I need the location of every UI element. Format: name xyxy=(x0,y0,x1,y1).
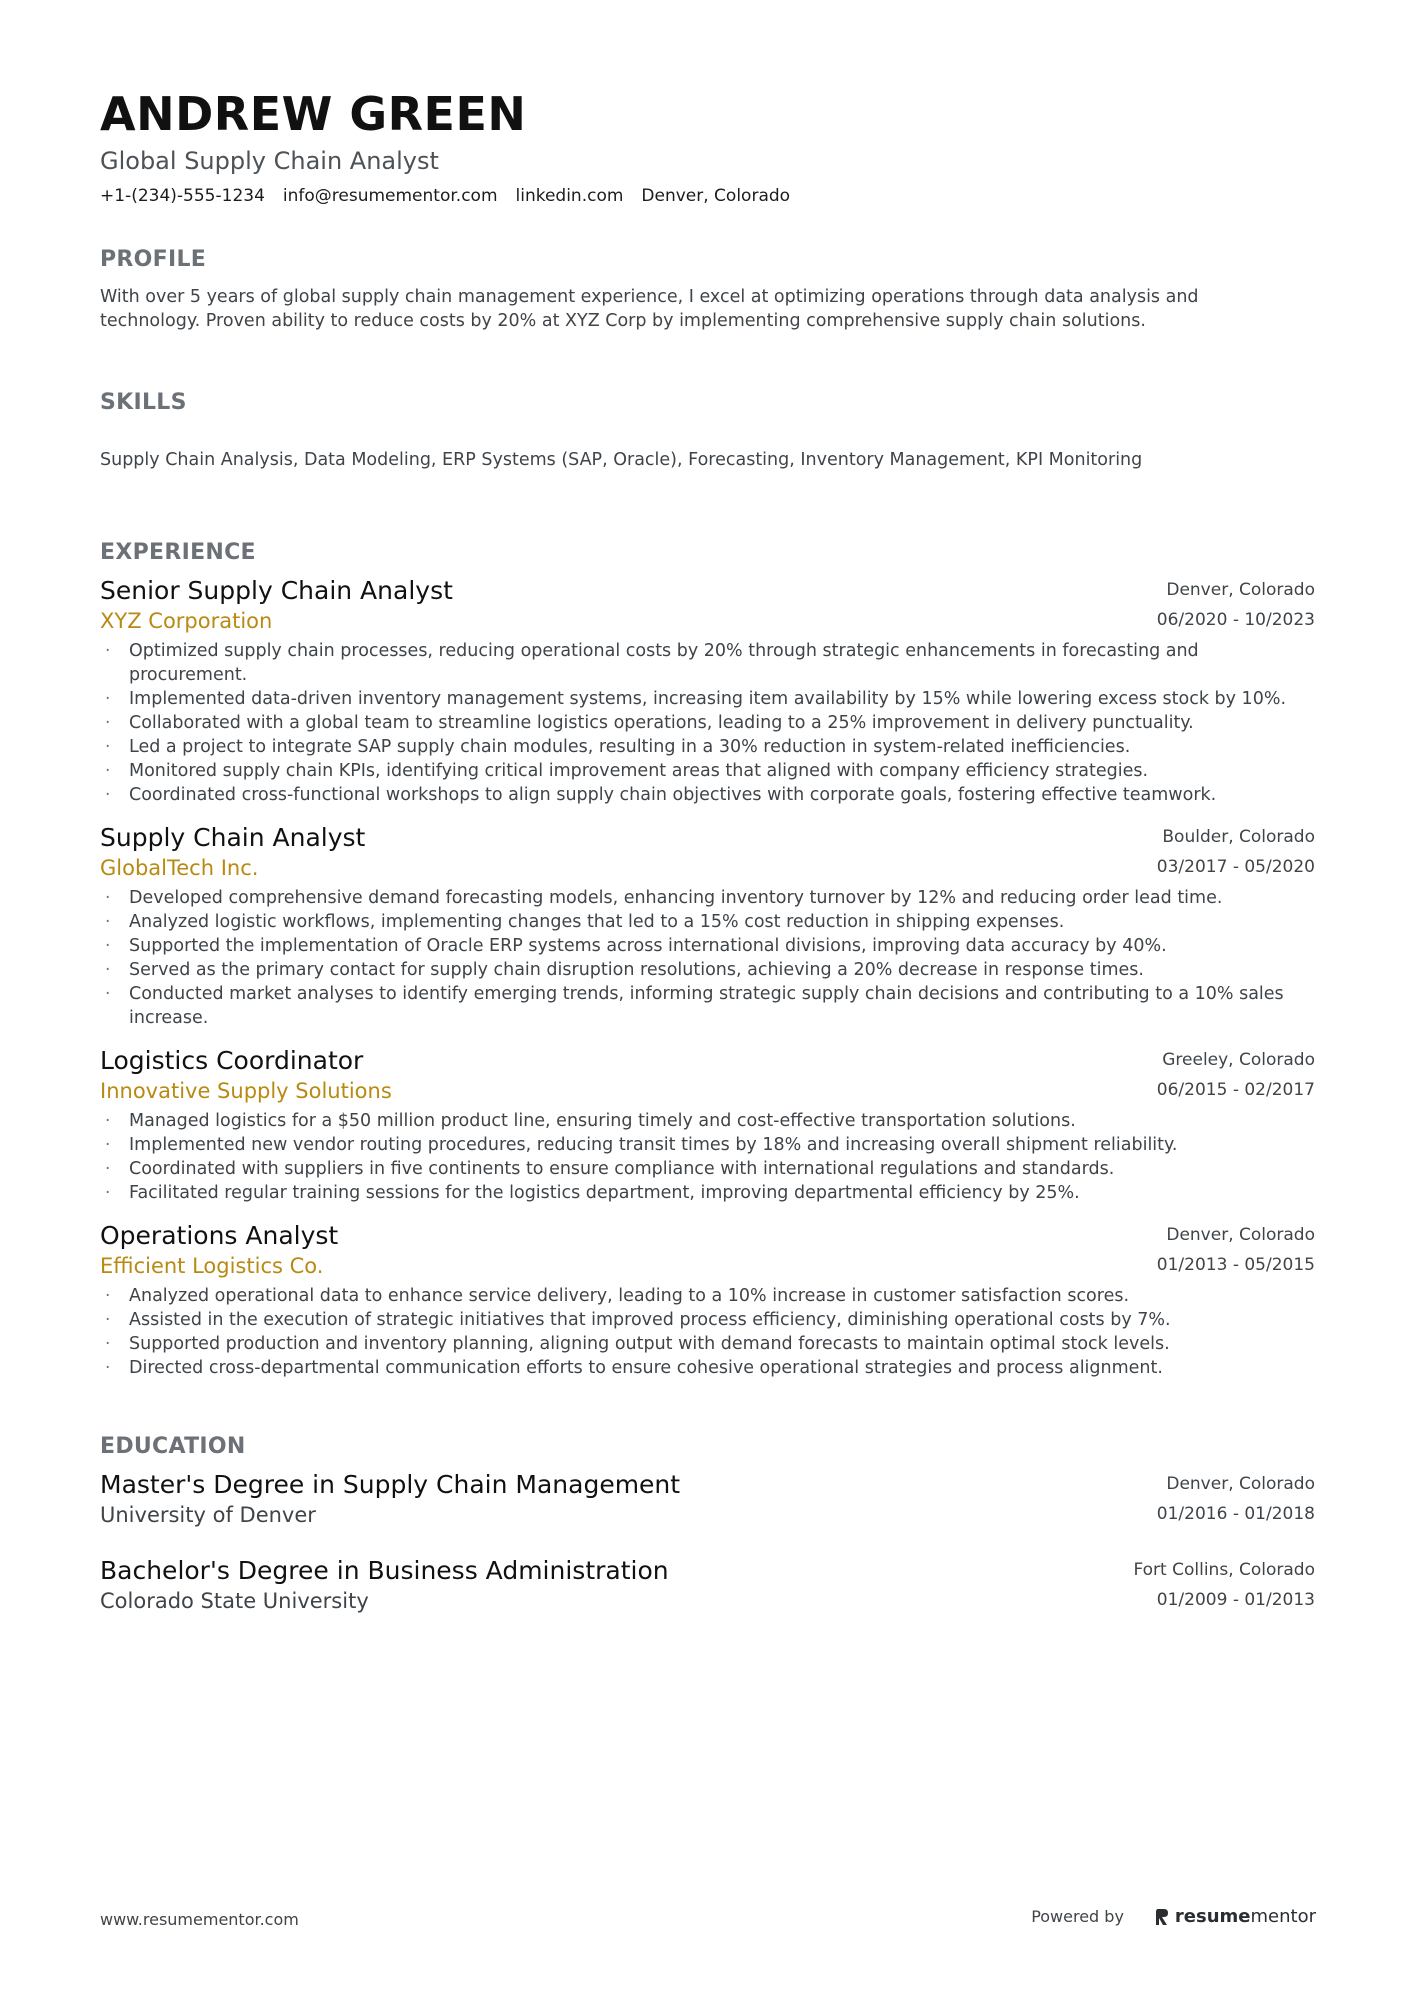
job-title: Senior Supply Chain Analyst xyxy=(100,576,453,605)
education-header xyxy=(100,1469,1315,1529)
job-bullet: · Implemented new vendor routing procedures, reducing transit times by 18% and increasing overall shipment reliability. xyxy=(100,1133,1315,1157)
job-bullet: · Directed cross-departmental communication efforts to ensure cohesive operational strategies and process alignment. xyxy=(100,1356,1315,1380)
education-location: Denver, Colorado xyxy=(1166,1474,1315,1494)
powered-by-label: Powered by xyxy=(1031,1907,1124,1926)
contact-phone: +1-(234)-555-1234 xyxy=(100,186,265,206)
skills-section xyxy=(100,388,1315,472)
job-bullet: · Analyzed operational data to enhance service delivery, leading to a 10% increase in customer satisfaction scores. xyxy=(100,1284,1315,1308)
job-bullet: · Analyzed logistic workflows, implementing changes that led to a 15% cost reduction in shipping expenses. xyxy=(100,910,1315,934)
brand-logo[interactable] xyxy=(1154,1906,1316,1927)
job-entry xyxy=(100,575,1315,807)
job-location: Greeley, Colorado xyxy=(1162,1050,1315,1070)
brand-name-light: mentor xyxy=(1250,1906,1316,1927)
job-bullet: · Led a project to integrate SAP supply chain modules, resulting in a 30% reduction in system-related inefficiencies. xyxy=(100,735,1315,759)
school-name: Colorado State University xyxy=(100,1589,369,1613)
job-header xyxy=(100,1045,1315,1105)
education-dates: 01/2009 - 01/2013 xyxy=(1156,1590,1315,1610)
job-location: Denver, Colorado xyxy=(1166,580,1315,600)
skills-heading: SKILLS xyxy=(100,390,187,415)
profile-text: With over 5 years of global supply chain management experience, I excel at optimizing operations through data analysis and technology. Proven ability to reduce costs by 20% at XYZ Corp by implementing comprehensive supply chain solutions. xyxy=(100,287,1199,331)
job-bullet: · Optimized supply chain processes, reducing operational costs by 20% through strategic enhancements in forecasting and procurement. xyxy=(100,639,1315,687)
job-dates: 03/2017 - 05/2020 xyxy=(1156,857,1315,877)
job-title: Supply Chain Analyst xyxy=(100,823,366,852)
job-bullet: · Coordinated with suppliers in five continents to ensure compliance with international regulations and standards. xyxy=(100,1157,1315,1181)
candidate-title: Global Supply Chain Analyst xyxy=(100,147,439,175)
candidate-name: ANDREW GREEN xyxy=(100,87,527,141)
job-bullet: · Collaborated with a global team to streamline logistics operations, leading to a 25% improvement in delivery punctuality. xyxy=(100,711,1315,735)
degree-title: Master's Degree in Supply Chain Management xyxy=(100,1470,681,1499)
job-bullet: · Monitored supply chain KPIs, identifying critical improvement areas that aligned with company efficiency strategies. xyxy=(100,759,1315,783)
job-bullet: · Implemented data-driven inventory management systems, increasing item availability by 15% while lowering excess stock by 10%. xyxy=(100,687,1315,711)
contact-location: Denver, Colorado xyxy=(641,186,791,206)
job-location: Denver, Colorado xyxy=(1166,1225,1315,1245)
job-bullet: · Served as the primary contact for supply chain disruption resolutions, achieving a 20% decrease in response times. xyxy=(100,958,1315,982)
job-entry xyxy=(100,1220,1315,1380)
job-entry xyxy=(100,822,1315,1030)
job-company: Efficient Logistics Co. xyxy=(100,1254,324,1278)
degree-title: Bachelor's Degree in Business Administration xyxy=(100,1556,669,1585)
job-bullets xyxy=(100,639,1315,807)
job-title: Operations Analyst xyxy=(100,1221,339,1250)
footer-website[interactable]: www.resumementor.com xyxy=(100,1910,299,1929)
job-location: Boulder, Colorado xyxy=(1162,827,1315,847)
job-bullets xyxy=(100,1284,1315,1380)
job-header xyxy=(100,575,1315,635)
job-bullet: · Developed comprehensive demand forecasting models, enhancing inventory turnover by 12% and reducing order lead time. xyxy=(100,886,1315,910)
contact-email: info@resumementor.com xyxy=(282,186,498,206)
education-section xyxy=(100,1432,1315,1615)
job-header xyxy=(100,822,1315,882)
education-header xyxy=(100,1555,1315,1615)
job-company: XYZ Corporation xyxy=(100,609,273,633)
job-dates: 06/2020 - 10/2023 xyxy=(1156,610,1315,630)
education-heading: EDUCATION xyxy=(100,1434,246,1459)
job-bullets xyxy=(100,1109,1315,1205)
resume-page xyxy=(100,86,1315,1615)
job-bullet: · Supported production and inventory planning, aligning output with demand forecasts to maintain optimal stock levels. xyxy=(100,1332,1315,1356)
job-dates: 01/2013 - 05/2015 xyxy=(1156,1255,1315,1275)
job-bullet: · Conducted market analyses to identify emerging trends, informing strategic supply chain decisions and contributing to a 10% sales increase. xyxy=(100,982,1315,1030)
experience-section xyxy=(100,538,1315,1380)
contact-row xyxy=(100,184,1315,208)
education-entry xyxy=(100,1555,1315,1615)
job-bullets xyxy=(100,886,1315,1030)
school-name: University of Denver xyxy=(100,1503,316,1527)
job-header xyxy=(100,1220,1315,1280)
job-dates: 06/2015 - 02/2017 xyxy=(1156,1080,1315,1100)
job-company: Innovative Supply Solutions xyxy=(100,1079,392,1103)
profile-section xyxy=(100,245,1315,333)
education-location: Fort Collins, Colorado xyxy=(1133,1560,1315,1580)
education-entry xyxy=(100,1469,1315,1529)
job-bullet: · Supported the implementation of Oracle ERP systems across international divisions, improving data accuracy by 40%. xyxy=(100,934,1315,958)
job-bullet: · Facilitated regular training sessions for the logistics department, improving departmental efficiency by 25%. xyxy=(100,1181,1315,1205)
education-dates: 01/2016 - 01/2018 xyxy=(1156,1504,1315,1524)
job-entry xyxy=(100,1045,1315,1205)
brand-name-bold: resume xyxy=(1174,1906,1251,1927)
profile-heading: PROFILE xyxy=(100,247,207,272)
contact-linkedin: linkedin.com xyxy=(515,186,624,206)
resume-header xyxy=(100,86,1315,208)
resumementor-logo-icon xyxy=(1154,1907,1170,1927)
job-bullet: · Assisted in the execution of strategic initiatives that improved process efficiency, diminishing operational costs by 7%. xyxy=(100,1308,1315,1332)
footer-branding xyxy=(1031,1906,1316,1927)
job-bullet: · Coordinated cross-functional workshops to align supply chain objectives with corporate goals, fostering effective teamwork. xyxy=(100,783,1315,807)
job-company: GlobalTech Inc. xyxy=(100,856,259,880)
job-title: Logistics Coordinator xyxy=(100,1046,364,1075)
job-bullet: · Managed logistics for a $50 million product line, ensuring timely and cost-effective transportation solutions. xyxy=(100,1109,1315,1133)
experience-heading: EXPERIENCE xyxy=(100,540,256,565)
skills-text: Supply Chain Analysis, Data Modeling, ERP Systems (SAP, Oracle), Forecasting, Inventory Management, KPI Monitoring xyxy=(100,450,1143,470)
